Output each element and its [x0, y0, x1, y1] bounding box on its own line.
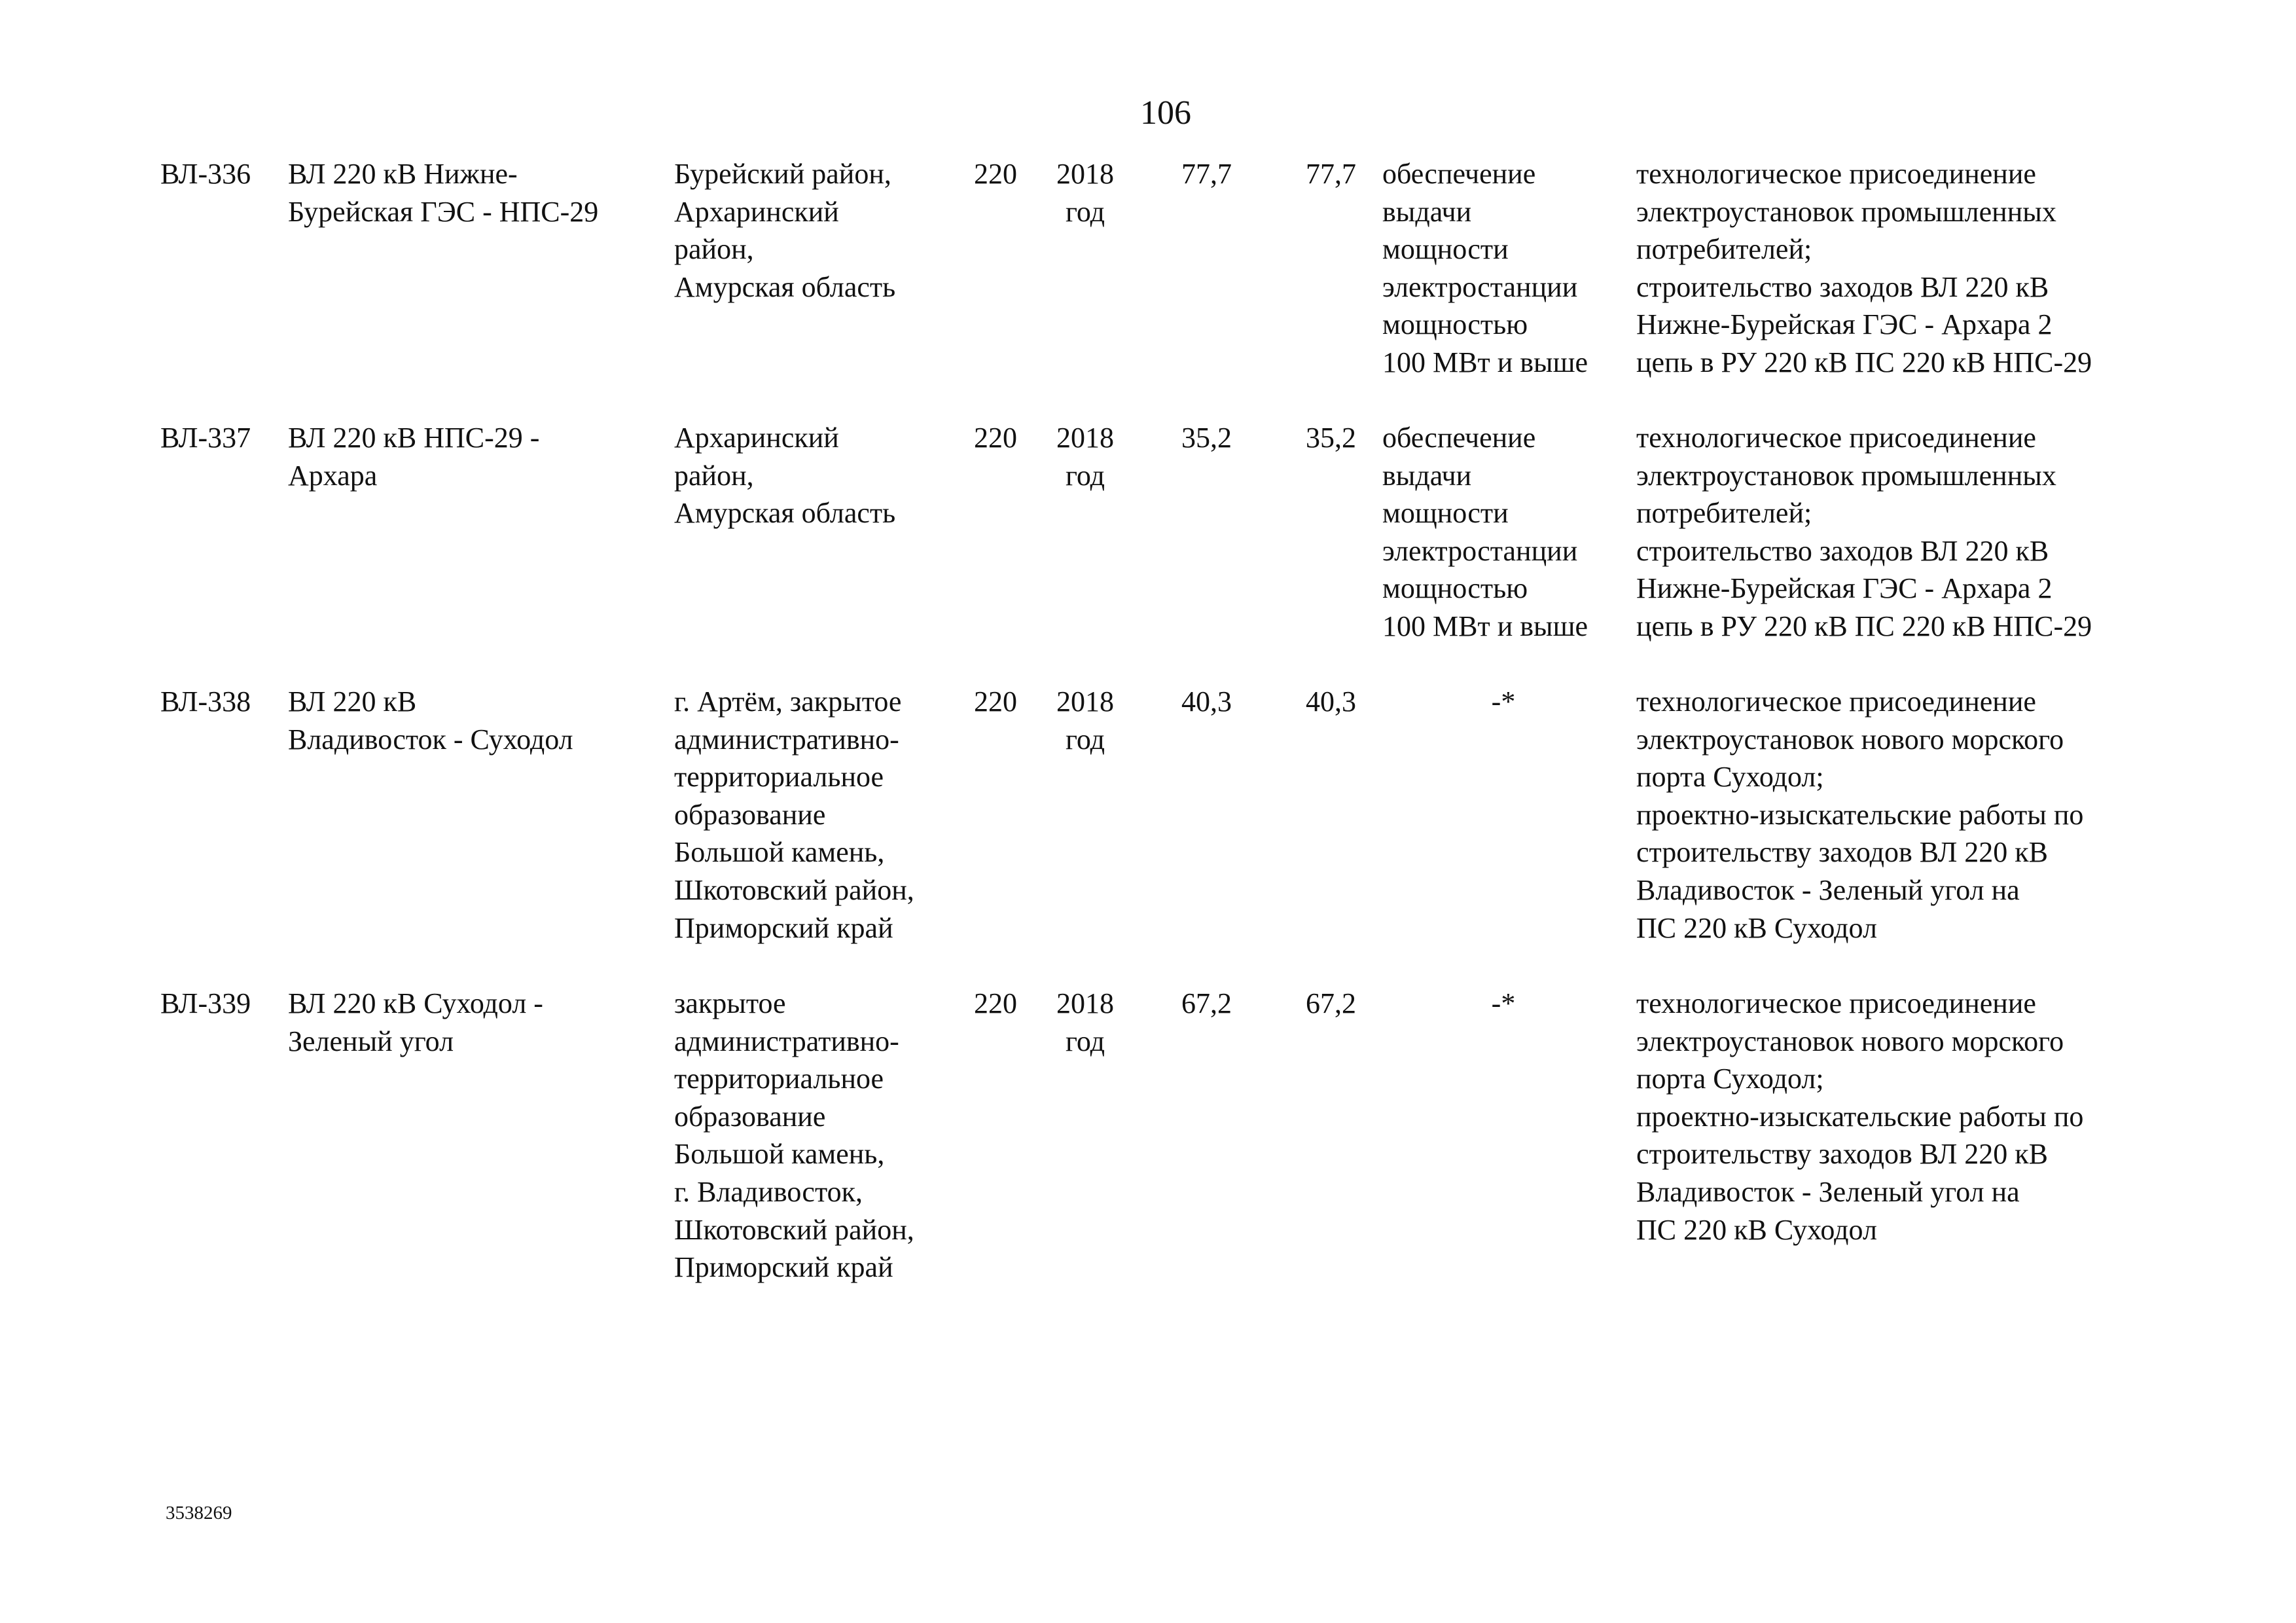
- line-location: Архаринский район, Амурская область: [674, 422, 896, 530]
- line-name: ВЛ 220 кВ Владивосток - Суходол: [288, 685, 573, 756]
- line-note: технологическое присоединение электроустановок промышленных потребителей; строительство заходов ВЛ 220 кВ Нижне-Бурейская ГЭС - Архара 2 цепь в РУ 220 кВ ПС 220 кВ НПС-29: [1636, 422, 2092, 642]
- line-length-total: 40,3: [1181, 685, 1232, 718]
- line-voltage: 220: [974, 987, 1017, 1019]
- line-location: Бурейский район, Архаринский район, Амурская область: [674, 158, 896, 303]
- line-length-total: 35,2: [1181, 422, 1232, 454]
- line-year: 2018 год: [1056, 685, 1114, 756]
- line-location: г. Артём, закрытое административно- территориальное образование Большой камень, Шкотовский район, Приморский край: [674, 685, 914, 944]
- line-purpose: обеспечение выдачи мощности электростанции мощностью 100 МВт и выше: [1382, 422, 1588, 642]
- line-length-new: 35,2: [1306, 422, 1356, 454]
- line-note: технологическое присоединение электроустановок нового морского порта Суходол; проектно-изыскательские работы по строительству заходов ВЛ 220 кВ Владивосток - Зеленый угол на ПС 220 кВ Суходол: [1636, 987, 2084, 1246]
- line-code: ВЛ-338: [160, 685, 251, 718]
- line-voltage: 220: [974, 422, 1017, 454]
- line-length-total: 67,2: [1181, 987, 1232, 1019]
- line-note: технологическое присоединение электроустановок нового морского порта Суходол; проектно-изыскательские работы по строительству заходов ВЛ 220 кВ Владивосток - Зеленый угол на ПС 220 кВ Суходол: [1636, 685, 2084, 944]
- line-voltage: 220: [974, 685, 1017, 718]
- line-name: ВЛ 220 кВ Суходол - Зеленый угол: [288, 987, 543, 1057]
- line-length-new: 67,2: [1306, 987, 1356, 1019]
- line-year: 2018 год: [1056, 158, 1114, 228]
- document-id: 3538269: [166, 1503, 232, 1523]
- line-code: ВЛ-336: [160, 158, 251, 190]
- line-name: ВЛ 220 кВ Нижне- Бурейская ГЭС - НПС-29: [288, 158, 599, 228]
- line-purpose: -*: [1491, 685, 1516, 718]
- page-number: 106: [1140, 94, 1191, 132]
- line-purpose: обеспечение выдачи мощности электростанции мощностью 100 МВт и выше: [1382, 158, 1588, 378]
- line-length-new: 40,3: [1306, 685, 1356, 718]
- line-length-total: 77,7: [1181, 158, 1232, 190]
- line-name: ВЛ 220 кВ НПС-29 - Архара: [288, 422, 540, 492]
- line-purpose: -*: [1491, 987, 1516, 1019]
- line-location: закрытое административно- территориальное образование Большой камень, г. Владивосток, Шкотовский район, Приморский край: [674, 987, 914, 1284]
- line-voltage: 220: [974, 158, 1017, 190]
- line-code: ВЛ-337: [160, 422, 251, 454]
- line-length-new: 77,7: [1306, 158, 1356, 190]
- line-code: ВЛ-339: [160, 987, 251, 1019]
- line-year: 2018 год: [1056, 987, 1114, 1057]
- line-year: 2018 год: [1056, 422, 1114, 492]
- line-note: технологическое присоединение электроустановок промышленных потребителей; строительство заходов ВЛ 220 кВ Нижне-Бурейская ГЭС - Архара 2 цепь в РУ 220 кВ ПС 220 кВ НПС-29: [1636, 158, 2092, 378]
